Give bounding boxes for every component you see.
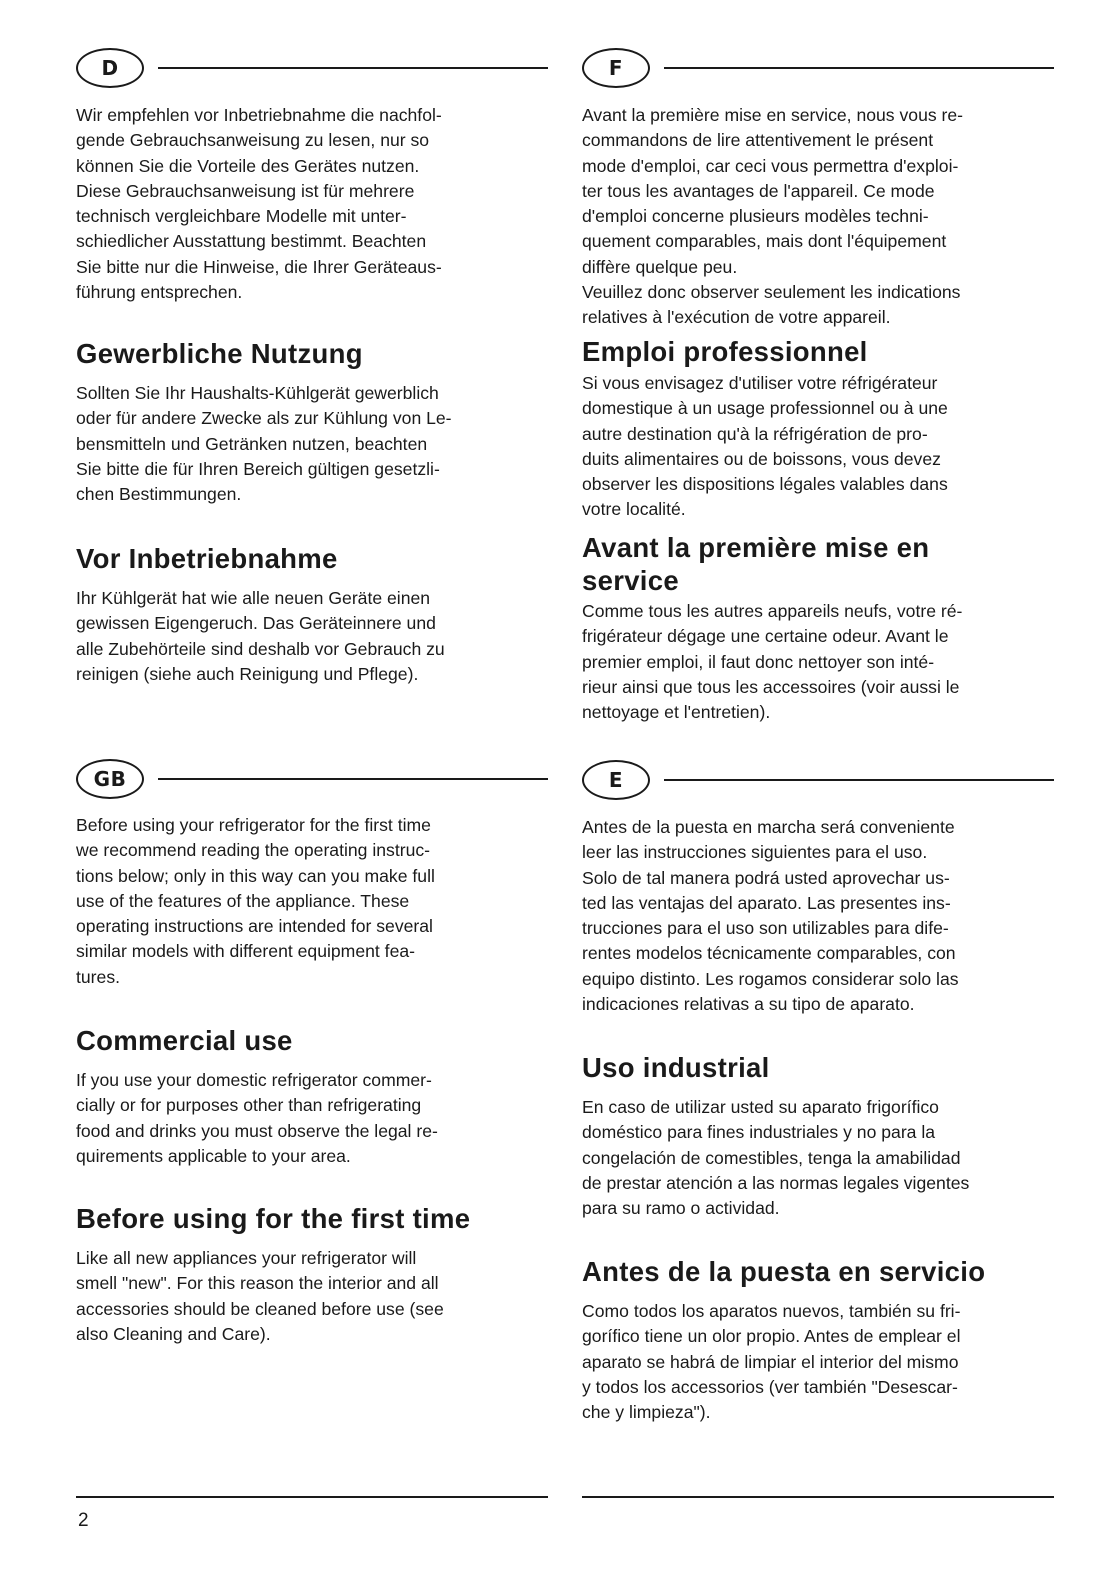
section-fr-intro	[582, 103, 1054, 331]
section-es-intro	[582, 815, 1054, 1017]
section-de-commercial	[76, 337, 548, 370]
section-gb-before	[76, 1202, 548, 1235]
heading-es-commercial: Uso industrial	[582, 1052, 770, 1083]
paragraph-es-before: Como todos los aparatos nuevos, también su fri- gorífico tiene un olor propio. Antes de emplear el aparato se habrá de limpiar el interior del mismo y todos los accessorios (ver también "Desescar- che y limpieza").	[582, 1301, 961, 1423]
heading-de-before: Vor Inbetriebnahme	[76, 543, 338, 574]
language-marker-de	[76, 46, 548, 90]
heading-gb-commercial: Commercial use	[76, 1025, 293, 1056]
section-de-before	[76, 542, 548, 575]
heading-fr-commercial: Emploi professionnel	[582, 336, 868, 367]
language-marker-gb	[76, 757, 548, 801]
section-fr-before-body	[582, 599, 1054, 725]
page-number: 2	[78, 1510, 89, 1531]
paragraph-de-intro: Wir empfehlen vor Inbetriebnahme die nachfol- gende Gebrauchsanweisung zu lesen, nur so können Sie die Vorteile des Gerätes nutzen. Diese Gebrauchsanweisung ist für mehrere technisch vergleichbare Modelle mit unter- schiedlicher Ausstattung bestimmt. Beachten Sie bitte nur die Hinweise, die Ihrer Geräteaus- führung entsprechen.	[76, 105, 442, 303]
heading-gb-before: Before using for the first time	[76, 1203, 471, 1234]
paragraph-fr-commercial: Si vous envisagez d'utiliser votre réfrigérateur domestique à un usage professionnel ou à une autre destination qu'à la réfrigération de pro- duits alimentaires ou de boissons, vous devez observer les dispositions légales valables dans votre localité.	[582, 373, 948, 520]
section-es-before-body	[582, 1299, 1054, 1425]
paragraph-gb-intro: Before using your refrigerator for the first time we recommend reading the operating instruc- tions below; only in this way can you make full use of the features of the appliance. These operating instructions are intended for several similar models with different equipment fea- tures.	[76, 815, 435, 987]
section-es-before	[582, 1255, 1054, 1288]
section-de-commercial-body	[76, 381, 548, 507]
badge-de: D	[76, 48, 144, 88]
paragraph-gb-commercial: If you use your domestic refrigerator commer- cially or for purposes other than refrigerating food and drinks you must observe the legal re- quirements applicable to your area.	[76, 1070, 438, 1166]
section-de-before-body	[76, 586, 548, 687]
badge-line-es	[664, 779, 1054, 781]
heading-es-before: Antes de la puesta en servicio	[582, 1256, 986, 1287]
paragraph-fr-before: Comme tous les autres appareils neufs, votre ré- frigérateur dégage une certaine odeur. Avant le premier emploi, il faut donc nettoyer son inté- rieur ainsi que tous les accessoires (voir aussi le nettoyage et l'entretien).	[582, 601, 963, 723]
section-de-intro	[76, 103, 548, 305]
paragraph-de-commercial: Sollten Sie Ihr Haushalts-Kühlgerät gewerblich oder für andere Zwecke als zur Kühlung von Le- bensmitteln und Getränken nutzen, beachten Sie bitte die für Ihren Bereich gültigen gesetzli- chen Bestimmungen.	[76, 383, 452, 505]
section-fr-commercial-body	[582, 371, 1054, 523]
section-fr-commercial	[582, 335, 1054, 368]
footer-rule-right	[582, 1496, 1054, 1498]
footer-rule-left	[76, 1496, 548, 1498]
paragraph-fr-intro: Avant la première mise en service, nous vous re- commandons de lire attentivement le présent mode d'emploi, car ceci vous permettra d'exploi- ter tous les avantages de l'appareil. Ce mode d'emploi concerne plusieurs modèles techni- quement comparables, mais dont l'équipement diffère quelque peu. Veuillez donc observer seulement les indications relatives à l'exécution de votre appareil.	[582, 105, 964, 328]
badge-line-gb	[158, 778, 548, 780]
paragraph-gb-before: Like all new appliances your refrigerator will smell "new". For this reason the interior and all accessories should be cleaned before use (see also Cleaning and Care).	[76, 1248, 444, 1344]
badge-es: E	[582, 760, 650, 800]
paragraph-de-before: Ihr Kühlgerät hat wie alle neuen Geräte einen gewissen Eigengeruch. Das Geräteinnere und alle Zubehörteile sind deshalb vor Gebrauch zu reinigen (siehe auch Reinigung und Pflege).	[76, 588, 445, 684]
language-marker-fr	[582, 46, 1054, 90]
section-gb-commercial-body	[76, 1068, 548, 1169]
section-fr-before	[582, 531, 1054, 597]
badge-gb: GB	[76, 759, 144, 799]
paragraph-es-intro: Antes de la puesta en marcha será conveniente leer las instrucciones siguientes para el uso. Solo de tal manera podrá usted aprovechar us- ted las ventajas del aparato. Las presentes ins- trucciones para el uso son utilizables para dife- rentes modelos técnicamente comparables, con equipo distinto. Les rogamos considerar solo las indicaciones relativas a su tipo de aparato.	[582, 817, 959, 1015]
paragraph-es-commercial: En caso de utilizar usted su aparato frigorífico doméstico para fines industriales y no para la congelación de comestibles, tenga la amabilidad de prestar atención a las normas legales vigentes para su ramo o actividad.	[582, 1097, 970, 1219]
section-gb-intro	[76, 813, 548, 990]
section-gb-commercial	[76, 1024, 548, 1057]
badge-line-fr	[664, 67, 1054, 69]
section-es-commercial	[582, 1051, 1054, 1084]
badge-fr: F	[582, 48, 650, 88]
heading-de-commercial: Gewerbliche Nutzung	[76, 338, 363, 369]
section-es-commercial-body	[582, 1095, 1054, 1221]
section-gb-before-body	[76, 1246, 548, 1347]
heading-fr-before: Avant la première mise en service	[582, 532, 930, 596]
language-marker-es	[582, 758, 1054, 802]
badge-line-de	[158, 67, 548, 69]
